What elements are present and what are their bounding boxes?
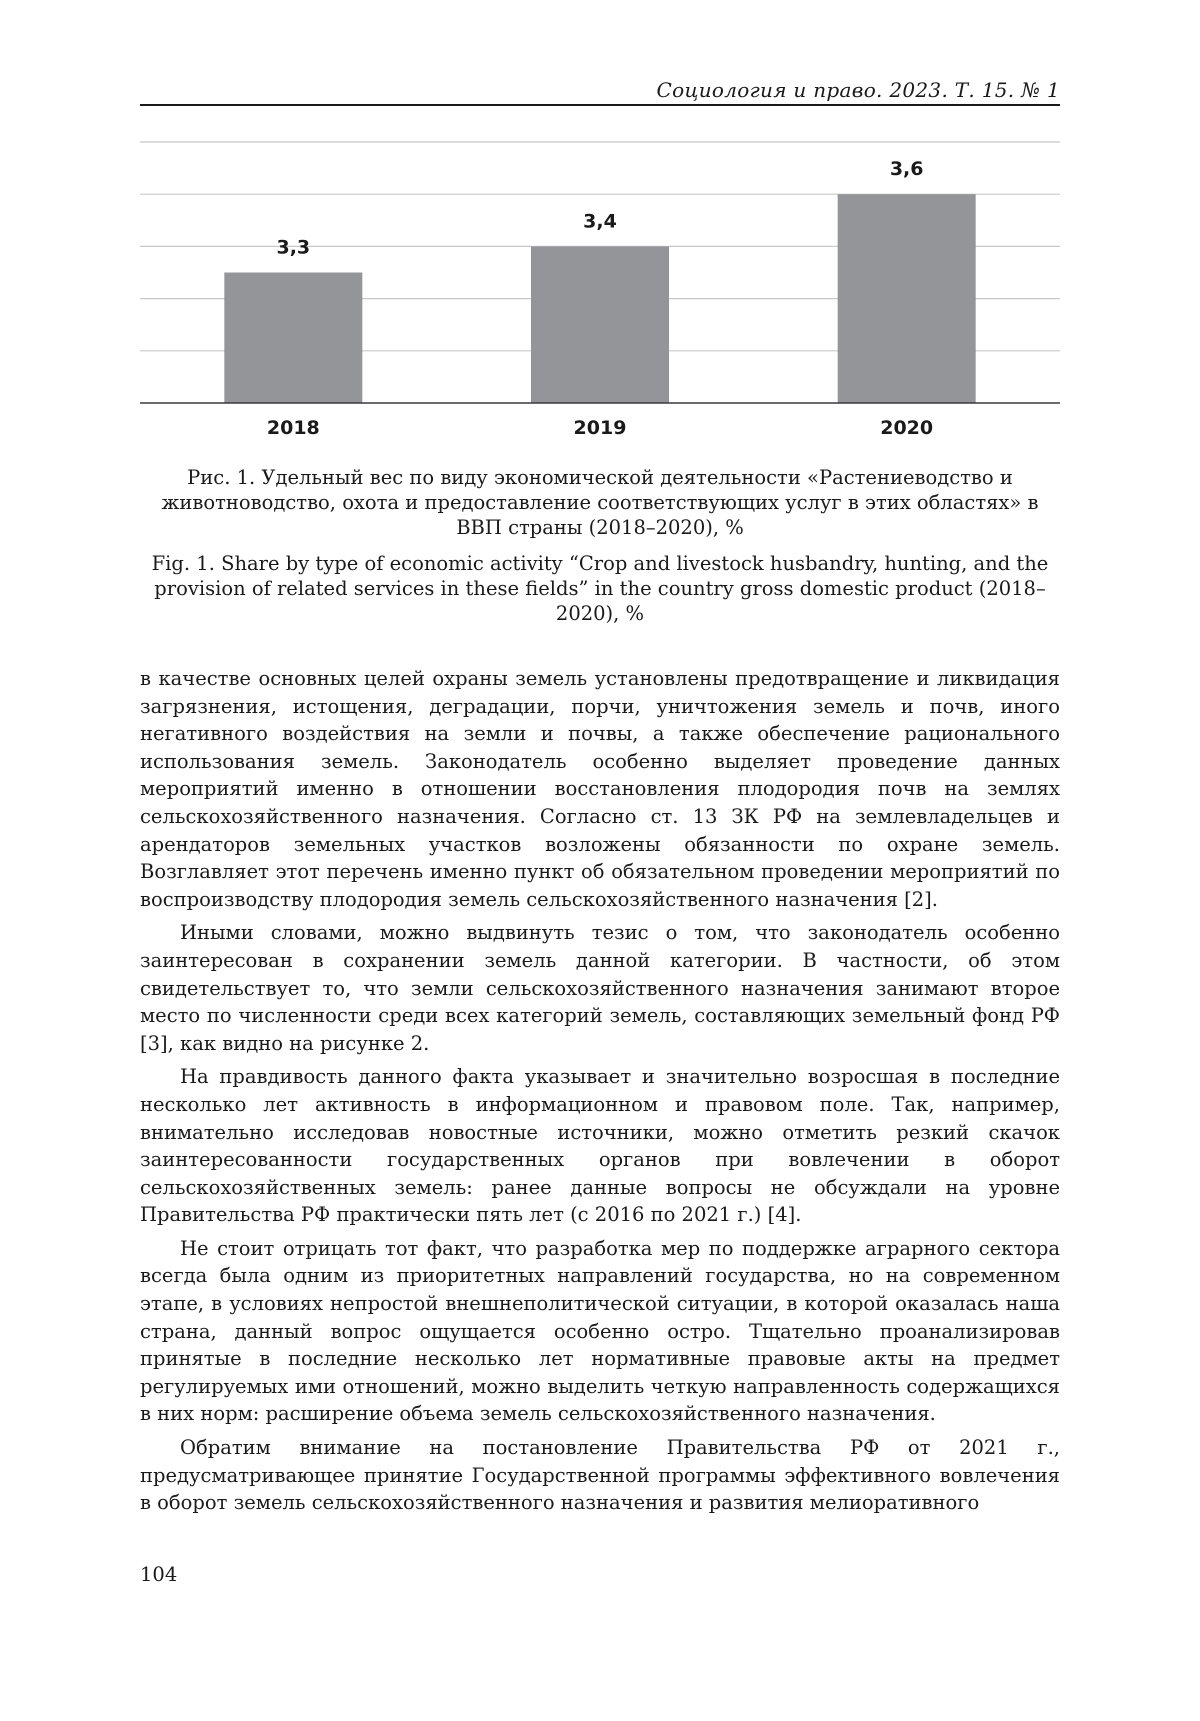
article-body [140, 665, 1060, 1523]
paragraph: На правдивость данного факта указывает и значительно возросшая в последние несколько лет активность в информационном и правовом поле. Так, например, внимательно исследовав новостные источники, можно отметить резкий скачок заинтересованности государственных органов при вовлечении в оборот сельскохозяйственных земель: ранее данные вопросы не обсуждали на уровне Правительства РФ практически пять лет (с 2016 по 2021 г.) [4]. [140, 1065, 1060, 1227]
paragraph: Не стоит отрицать тот факт, что разработка мер по поддержке аграрного сектора всегда была одним из приоритетных направлений государства, но на современном этапе, в условиях непростой внешнеполитической ситуации, в которой оказалась наша страна, данный вопрос ощущается особенно остро. Тщательно проанализировав принятые в последние несколько лет нормативные правовые акты на предмет регулируемых ими отношений, можно выделить четкую направленность содержащихся в них норм: расширение объема земель сельскохозяйственного назначения. [140, 1236, 1060, 1426]
x-tick-label: 2019 [573, 417, 627, 439]
x-tick-label: 2020 [880, 417, 934, 439]
paragraph: Иными словами, можно выдвинуть тезис о том, что законодатель особенно заинтересован в сохранении земель данной категории. В частности, об этом свидетельствует то, что земли сельскохозяйственного назначения занимают второе место по численности среди всех категорий земель, составляющих земельный фонд РФ [3], как видно на рисунке 2. [140, 921, 1060, 1055]
x-tick-label: 2018 [266, 417, 320, 439]
page-number: 104 [140, 1563, 178, 1586]
data-label: 3,6 [889, 158, 924, 181]
journal-title: Социология и право. 2023. Т. 15. № 1 [656, 78, 1060, 102]
paragraph: Обратим внимание на постановление Правительства РФ от 2021 г., предусматривающее принятие Государственной программы эффективного вовлечения в оборот земель сельскохозяйственного назначения и развития мелиоративного [140, 1436, 1060, 1515]
bar [224, 273, 362, 404]
figure-caption-en: Fig. 1. Share by type of economic activity “Crop and livestock husbandry, hunting, and the provision of related services in these fields” in the country gross domestic product (2018–2020), % [151, 552, 1049, 625]
data-label: 3,4 [583, 210, 617, 233]
data-label: 3,3 [276, 236, 311, 259]
bar [531, 246, 669, 403]
running-header [140, 70, 1060, 106]
bar-chart [140, 130, 1060, 450]
paragraph: в качестве основных целей охраны земель установлены предотвращение и ликвидация загрязнения, истощения, деградации, порчи, уничтожения земель и почв, иного негативного воздействия на земли и почвы, а также обеспечение рационального использования земель. Законодатель особенно выделяет проведение данных мероприятий именно в отношении восстановления плодородия почв на землях сельскохозяйственного назначения. Согласно ст. 13 ЗК РФ на землевладельцев и арендаторов земельных участков возложены обязанности по охране земель. Возглавляет этот перечень именно пункт об обязательном проведении мероприятий по воспроизводству плодородия земель сельскохозяйственного назначения [2]. [140, 667, 1060, 911]
bar [838, 194, 976, 403]
figure-caption-ru: Рис. 1. Удельный вес по виду экономической деятельности «Растениеводство и животноводство, охота и предоставление соответствующих услуг в этих областях» в ВВП страны (2018–2020), % [161, 466, 1039, 539]
